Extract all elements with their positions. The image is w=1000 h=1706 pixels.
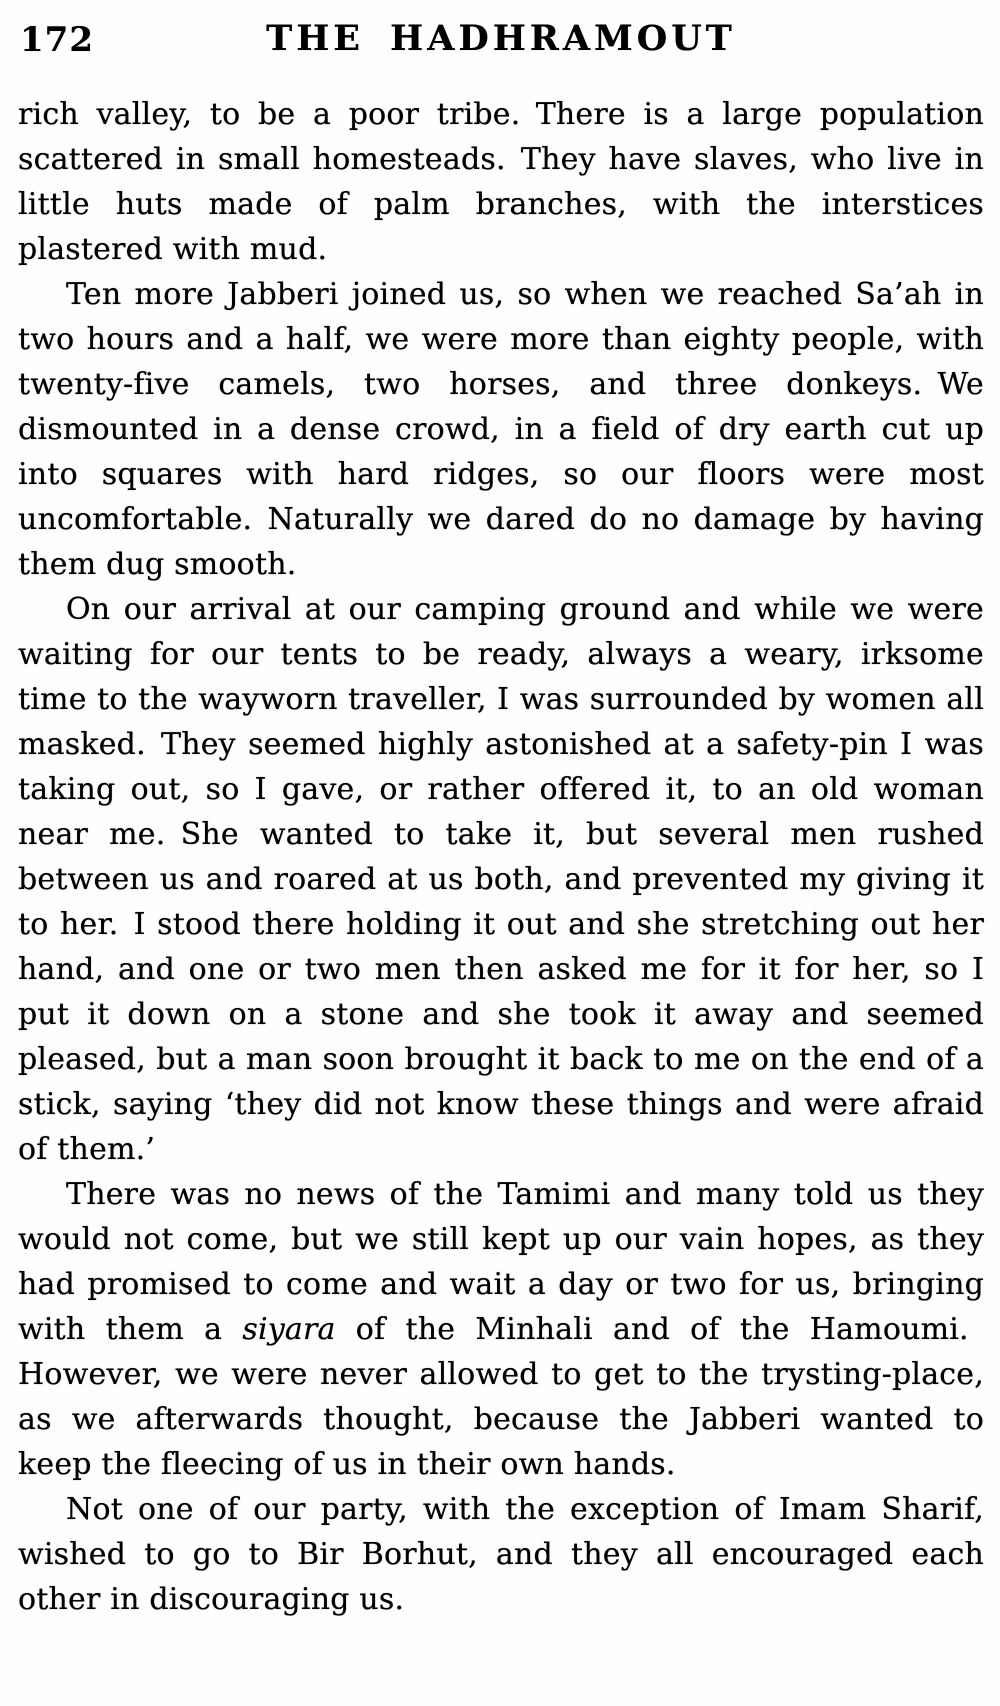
text-segment: There was no news of the Tamimi and many told us they would not come, but we still kept up our vain hopes, as they had promised to come and wait a day or two for us, bringing with them a [18,1177,984,1347]
paragraph [18,92,984,272]
text-segment: On our arrival at our camping ground and while we were waiting for our tents to be ready, always a weary, irksome time to the wayworn traveller, I was surrounded by women all masked. They seemed highly astonished at a safety-pin I was taking out, so I gave, or rather offered it, to an old woman near me. She wanted to take it, but several men rushed between us and roared at us both, and prevented my giving it to her. I stood there holding it out and she stretching out her hand, and one or two men then asked me for it for her, so I put it down on a stone and she took it away and seemed pleased, but a man soon brought it back to me on the end of a stick, saying ‘they did not know these things and were afraid of them.’ [18,592,984,1167]
text-segment: Ten more Jabberi joined us, so when we reached Sa’ah in two hours and a half, we were more than eighty people, with twenty-five camels, two horses, and three donkeys. We dismounted in a dense crowd, in a field of dry earth cut up into squares with hard ridges, so our floors were most uncomfortable. Naturally we dared do no damage by having them dug smooth. [18,277,984,582]
paragraph [18,1172,984,1487]
text-segment: of the Minhali and of the Hamoumi. However, we were never allowed to get to the trysting-place, as we afterwards thought, because the Jabberi wanted to keep the fleecing of us in their own hands. [18,1312,984,1482]
page-body [18,92,984,1622]
page-number: 172 [20,20,94,60]
page-header [18,18,984,62]
paragraph [18,587,984,1172]
italic-text-segment: siyara [242,1312,336,1347]
paragraph [18,272,984,587]
text-segment: rich valley, to be a poor tribe. There is a large population scattered in small homesteads. They have slaves, who live in little huts made of palm branches, with the interstices plastered with mud. [18,97,984,267]
running-title: THE HADHRAMOUT [266,18,736,59]
paragraph [18,1487,984,1622]
text-segment: Not one of our party, with the exception of Imam Sharif, wished to go to Bir Borhut, and they all encouraged each other in discouraging us. [18,1492,984,1617]
